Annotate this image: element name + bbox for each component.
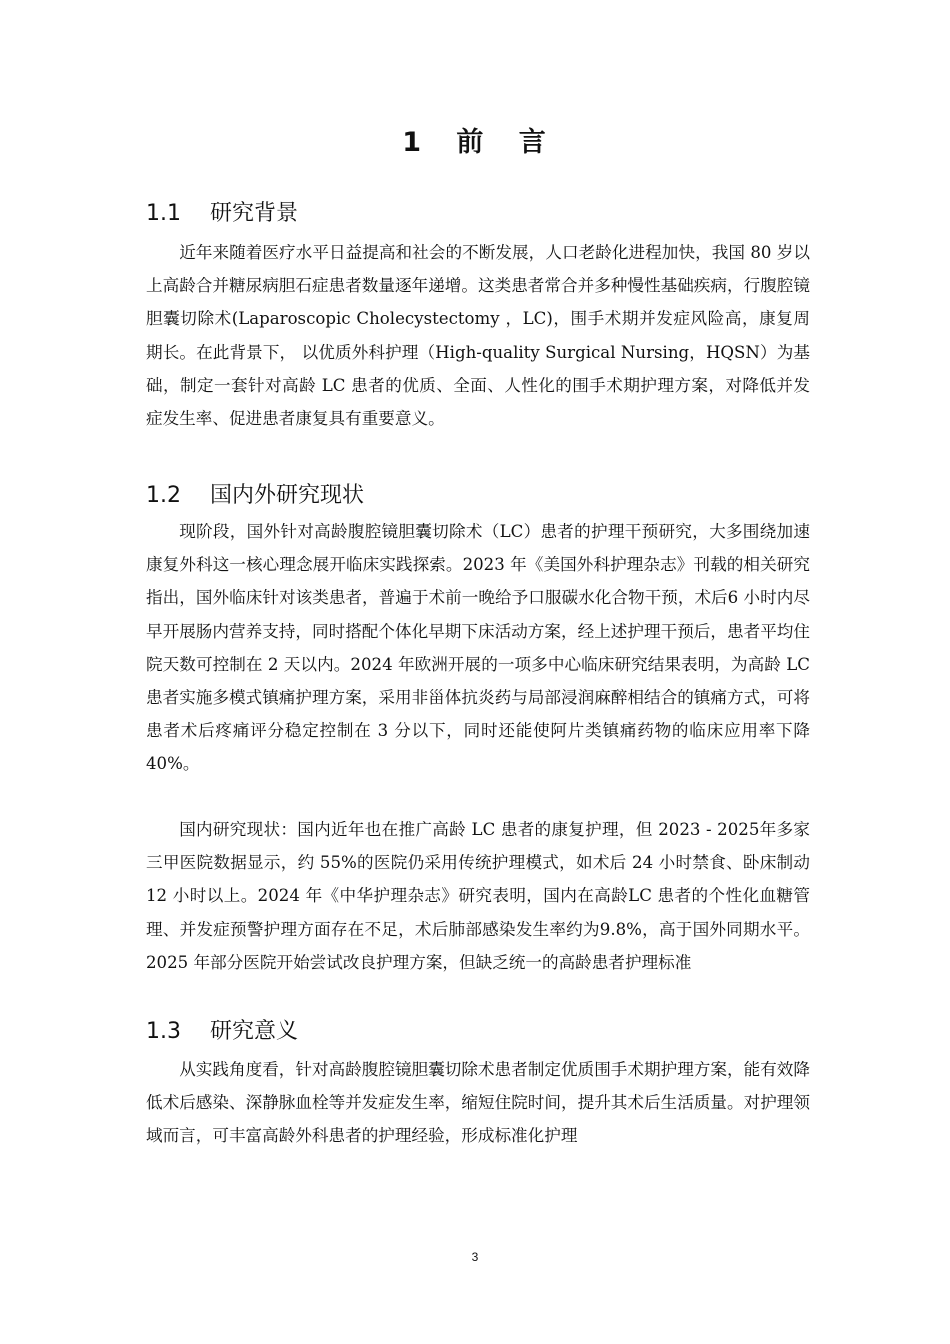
paragraph-domestic-status: 国内研究现状：国内近年也在推广高龄 LC 患者的康复护理，但 2023 - 2025年多家三甲医院数据显示，约 55%的医院仍采用传统护理模式，如术后 24 小时禁食、卧床制动 12 小时以上。2024 年《中华护理杂志》研究表明，国内在高龄LC 患者的个性化血糖管理、并发症预警护理方面存在不足，术后肺部感染发生率约为9.8%，高于国外同期水平。2025 年部分医院开始尝试改良护理方案，但缺乏统一的高龄患者护理标准 xyxy=(146,820,810,972)
paragraph-research-significance: 从实践角度看，针对高龄腹腔镜胆囊切除术患者制定优质围手术期护理方案，能有效降低术后感染、深静脉血栓等并发症发生率，缩短住院时间，提升其术后生活质量。对护理领域而言，可丰富高龄外科患者的护理经验，形成标准化护理 xyxy=(146,1060,810,1146)
paragraph-foreign-status: 现阶段，国外针对高龄腹腔镜胆囊切除术（LC）患者的护理干预研究，大多围绕加速康复外科这一核心理念展开临床实践探索。2023 年《美国外科护理杂志》刊载的相关研究指出，国外临床针对该类患者，普遍于术前一晚给予口服碳水化合物干预，术后6 小时内尽早开展肠内营养支持，同时搭配个体化早期下床活动方案，经上述护理干预后，患者平均住院天数可控制在 2 天以内。2024 年欧洲开展的一项多中心临床研究结果表明，为高龄 LC 患者实施多模式镇痛护理方案，采用非甾体抗炎药与局部浸润麻醉相结合的镇痛方式，可将患者术后疼痛评分稳定控制在 3 分以下，同时还能使阿片类镇痛药物的临床应用率下降40%。 xyxy=(146,522,810,774)
section-heading-1-1 xyxy=(146,196,298,227)
section-title: 国内外研究现状 xyxy=(210,483,365,508)
paragraph-research-background: 近年来随着医疗水平日益提高和社会的不断发展，人口老龄化进程加快，我国 80 岁以上高龄合并糖尿病胆石症患者数量逐年递增。这类患者常合并多种慢性基础疾病，行腹腔镜胆囊切除术(Laparoscopic Cholecystectomy ，LC)，围手术期并发症风险高，康复周期长。在此背景下， 以优质外科护理（High-quality Surgical Nursing，HQSN）为基础，制定一套针对高龄 LC 患者的优质、全面、人性化的围手术期护理方案，对降低并发症发生率、促进患者康复具有重要意义。 xyxy=(146,243,810,429)
section-heading-1-2 xyxy=(146,478,364,509)
section-number: 1.2 xyxy=(146,483,181,508)
page-number: 3 xyxy=(471,1250,479,1264)
section-title: 研究意义 xyxy=(210,1019,299,1044)
chapter-title: 1 前 言 xyxy=(402,127,548,158)
section-heading-1-3 xyxy=(146,1014,298,1045)
section-title: 研究背景 xyxy=(210,201,299,226)
section-number: 1.3 xyxy=(146,1019,181,1044)
section-number: 1.1 xyxy=(146,201,181,226)
